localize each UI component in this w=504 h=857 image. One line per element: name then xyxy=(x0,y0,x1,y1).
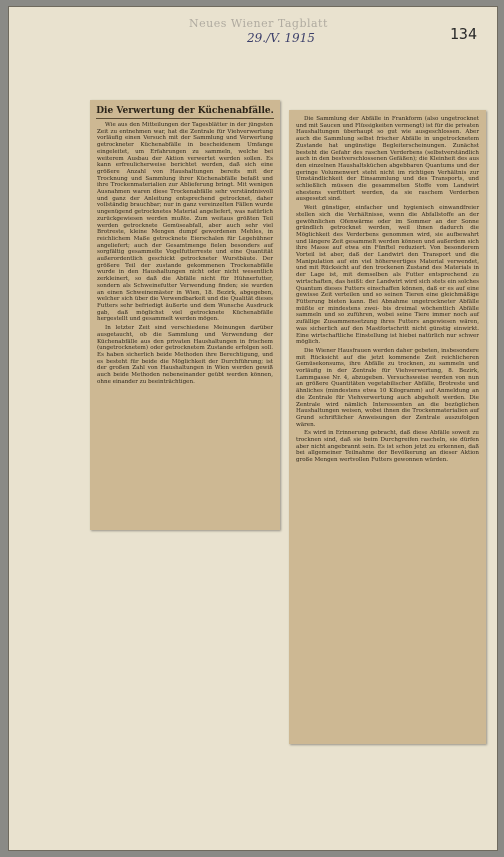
article-headline: Die Verwertung der Küchenabfälle. xyxy=(96,106,274,119)
paragraph: Es wird in Erinnerung gebracht, daß diese Abfälle soweit zu trocknen sind, daß sie beim Durchgreifen rascheln, sie dürfen aber nicht angebrannt sein. Es ist schon jetzt zu erkennen, daß bei allgemeiner Teilnahme der Bevölkerung an dieser Aktion große Mengen wertvollen Futters gewonnen würden. xyxy=(296,430,479,464)
newspaper-stamp: Neues Wiener Tagblatt xyxy=(189,17,328,30)
paragraph: Wie aus den Mitteilungen der Tagesblätter in der jüngsten Zeit zu entnehmen war, hat die Zentrale für Viehverwertung vorläufig einen Versuch mit der Sammlung und Verwertung getrockneter Küchenabfälle in bescheidenem Umfange eingeleitet, um Erfahrungen zu sammeln, welche bei weiterem Ausbau der Aktion verwertet werden sollen. Es kann erfreulicherweise berichtet werden, daß sich eine größere Anzahl von Haushaltungen bereits mit der Trocknung und Sammlung ihrer Küchenabfälle befaßt und ihre Trockenmaterialien zur Ablieferung bringt. Mit wenigen Ausnahmen waren diese Trockenabfälle sehr verständnisvoll und ganz der Anleitung entsprechend getrocknet, daher vollständig brauchbar; nur in ganz vereinzelten Fällen wurde ungenügend getrocknetes Material angeliefert, was natürlich zurückgewiesen werden mußte. Zum weitaus größten Teil werden getrocknete Gemüseabfall, aber auch sehr viel Brotreste, kleine Mengen dumpf gewordenen Mehles, in reichlichem Maße getrocknete Eierschalen für Legehühner angeliefert; auch der Gesamtmenge fielen besonders auf sorgfältig gesammelte Vogelfutterreste und eine Quantität außerordentlich geschickt getrockneter Wurstbäute. Der größere Teil der zustande gekommenen Trockenabfälle wurde in den Haushaltungen nicht oder nicht wesentlich zerkleinert, so daß die Abfälle nicht für Hühnerfutter, sondern als Schweinefutter Verwendung finden; sie wurden an einen Schweinemäster in Wien, 18. Bezirk, abgegeben, welcher sich über die Verwendbarkeit und die Qualität dieses Futters sehr befriedigt äußerte und dem Wunsche Ausdruck gab, daß möglichst viel getrocknete Küchenabfälle hergestellt und gesammelt werden mögen. xyxy=(97,122,273,323)
paragraph: Die Sammlung der Abfälle in Frankform (also ungetrocknet und mit Saucen und Flüssigkeiten vermengt) ist für die privaten Haushaltungen überhaupt so gut wie ausgeschlossen. Aber auch die Sammlung selbst frischer Abfälle in ungetrocknetem Zustande hat ungünstige Begleiterscheinungen. Zunächst besteht die Gefahr des raschen Verderbens (selbstverständlich auch in den bestverschlossenen Gefäßen); die Kleinheit des aus den einzelnen Haushaltsküchen abgebbaren Quantums und der geringe Volumenwert steht nicht im richtigen Verhältnis zur Umständlichkeit der Einsammlung und des Transports, und schließlich müssen die gesammelten Stoffe vom Landwirt ehestens verfüttert werden, da sie raschem Verderben ausgesetzt sind. xyxy=(296,116,479,203)
left-column xyxy=(97,122,273,385)
paragraph: Die Wiener Hausfrauen werden daher gebeten, insbesondere mit Rücksicht auf die jetzt kommende Zeit reichlicheren Gemüsekonsums, ihre Abfälle zu trocknen, zu sammeln und vorläufig in der Zentrale für Viehverwertung, 8. Bezirk, Lammgasse Nr. 4, abzugeben. Versuchsweise werden von nun an größere Quantitäten vegetabilischer Abfälle, Brotreste und ähnliches (mindestens etwa 10 Kilogramm) auf Anmeldung an die Zentrale für Viehverwertung auch abgeholt werden. Die Zentrale wird nämlich Interessenten an die bezüglichen Haushaltungen weisen, wobei ihnen die Trockenmaterialien auf Grund schriftlicher Anweisungen der Zentrale auszufolgen wären. xyxy=(296,347,479,428)
page-number: 134 xyxy=(449,25,477,43)
paragraph: Weit günstiger, einfacher und hygienisch einwandfreier stellen sich die Verhältnisse, wenn die Abfallstoffe an der gewöhnlichen Ofenwärme oder im Sommer an der Sonne gründlich getrocknet werden, weil ihnen dadurch die Möglichkeit des Verderbens genommen wird, sie aufbewahrt und längere Zeit gesammelt werden können und außerdem sich ihre Masse auf etwa ein Fünftel reduziert. Von besonderem Vorteil ist aber, daß der Landwirt den Transport und die Manipulation auf ein viel höherwertiges Material verwendet, und mit Rücksicht auf den trockenen Zustand des Materials in der Lage ist, mit demselben als Futter entsprechend zu wirtschaften, das heißt: der Landwirt wird sich stets ein solches Quantum dieses Futters einschaffen können, daß er es auf eine gewisse Zeit verteilen und so seinen Tieren eine gleichmäßige Fütterung bieten kann. Bei Abnahme ungetrockneter Abfälle müßte er mindestens zwei- bis dreimal wöchentlich Abfälle sammeln und so zuführen, wobei seine Tiere immer noch auf zufällige Zusammensetzung ihres Futters angewiesen wären, was sicherlich auf den Mastfortschritt nicht günstig einwirkt. Eine wirtschaftliche Einstellung ist hiebei natürlich nur schwer möglich. xyxy=(296,205,479,346)
handwritten-date: 29./V. 1915 xyxy=(247,31,315,45)
right-column xyxy=(296,116,479,464)
clipping-left xyxy=(90,100,280,530)
clipping-right xyxy=(289,110,486,744)
paragraph: In letzter Zeit sind verschiedene Meinungen darüber ausgetaucht, ob die Sammlung und Verwendung der Küchenabfälle aus den privaten Haushaltungen in frischem (ungetrocknetem) oder getrocknetem Zustande erfolgen soll. Es haben sicherlich beide Methoden ihre Berechtigung, und es besteht für beide die Möglichkeit der Durchführung; ist der großen Zahl von Haushaltungen in Wien werden gewiß auch beide Methoden nebeneinander geübt werden können, ohne einander zu beeinträchtigen. xyxy=(97,325,273,385)
